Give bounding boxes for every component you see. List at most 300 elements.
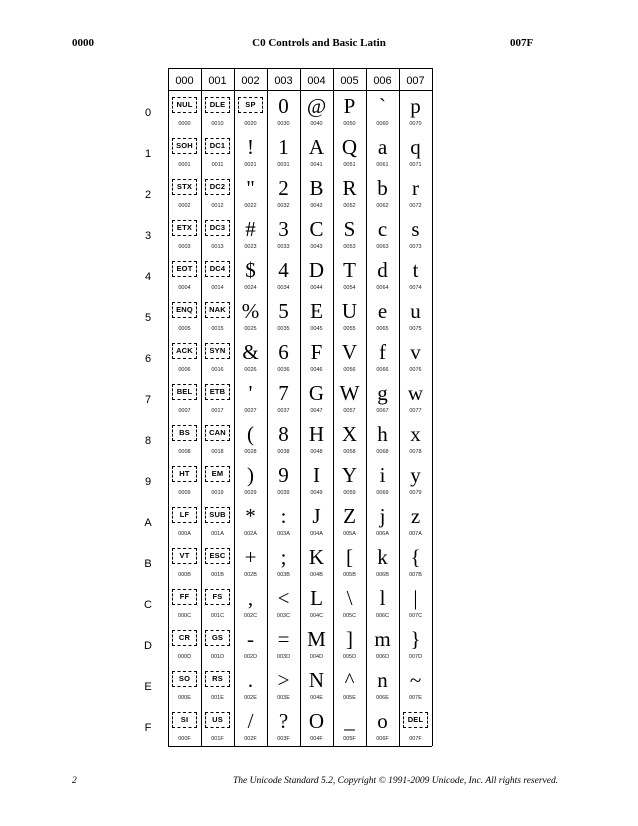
- code-point: 0018: [211, 449, 224, 455]
- page-title: C0 Controls and Basic Latin: [252, 37, 386, 49]
- code-point: 0067: [376, 408, 389, 414]
- code-point: 0017: [211, 408, 224, 414]
- character-glyph: _: [344, 709, 355, 733]
- character-glyph: n: [377, 668, 388, 692]
- chart-cell: [333, 582, 366, 623]
- character-glyph: m: [374, 627, 391, 651]
- code-point: 0061: [376, 162, 389, 168]
- chart-cell: [366, 418, 399, 459]
- column-header: 003: [274, 75, 293, 87]
- chart-cell: [399, 377, 432, 418]
- character-glyph: q: [410, 135, 421, 159]
- chart-cell: [267, 336, 300, 377]
- character-glyph: +: [244, 545, 257, 569]
- code-point: 0053: [343, 244, 356, 250]
- chart-cell: [201, 541, 234, 582]
- row-header: 5: [144, 312, 152, 324]
- code-point: 0055: [343, 326, 356, 332]
- chart-cell: [366, 377, 399, 418]
- chart-cell: [399, 705, 432, 746]
- code-point: 0041: [310, 162, 323, 168]
- code-point: 0035: [277, 326, 290, 332]
- chart-cell: [366, 90, 399, 131]
- control-abbreviation: FF: [172, 589, 197, 605]
- chart-cell: [399, 131, 432, 172]
- code-point: 0030: [277, 121, 290, 127]
- chart-cell: [366, 459, 399, 500]
- chart-cell: [333, 418, 366, 459]
- row-header: 9: [144, 476, 152, 488]
- code-point: 007F: [409, 736, 422, 742]
- code-point: 0068: [376, 449, 389, 455]
- character-glyph: /: [247, 709, 254, 733]
- code-point: 0016: [211, 367, 224, 373]
- chart-cell: [333, 664, 366, 705]
- control-abbreviation: EM: [205, 466, 230, 482]
- code-point: 005D: [342, 654, 357, 660]
- page-number: 2: [72, 776, 77, 786]
- chart-cell: [366, 254, 399, 295]
- code-point: 0072: [409, 203, 422, 209]
- code-point: 0038: [277, 449, 290, 455]
- code-point: 007C: [408, 613, 423, 619]
- code-point: 006B: [376, 572, 389, 578]
- chart-cell: [234, 90, 267, 131]
- character-glyph: <: [277, 586, 290, 610]
- code-point: 0034: [277, 285, 290, 291]
- code-point: 0063: [376, 244, 389, 250]
- code-point: 007B: [409, 572, 422, 578]
- code-point: 001C: [210, 613, 225, 619]
- character-glyph: `: [379, 94, 386, 118]
- control-abbreviation: EOT: [172, 261, 197, 277]
- code-point: 006D: [375, 654, 390, 660]
- code-point: 0049: [310, 490, 323, 496]
- code-point: 0005: [178, 326, 191, 332]
- character-glyph: @: [306, 94, 327, 118]
- column-header: 006: [373, 75, 392, 87]
- character-glyph: ): [247, 463, 254, 487]
- chart-cell: [201, 418, 234, 459]
- code-point: 001E: [211, 695, 224, 701]
- character-glyph: &: [242, 340, 259, 364]
- code-point: 0069: [376, 490, 389, 496]
- character-glyph: ": [246, 176, 255, 200]
- chart-cell: [168, 90, 201, 131]
- code-point: 002B: [244, 572, 257, 578]
- code-point: 0037: [277, 408, 290, 414]
- control-abbreviation: FS: [205, 589, 230, 605]
- chart-cell: [234, 213, 267, 254]
- code-point: 0045: [310, 326, 323, 332]
- chart-cell: [168, 295, 201, 336]
- character-glyph: 5: [278, 299, 289, 323]
- chart-cell: [366, 295, 399, 336]
- chart-cell: [333, 500, 366, 541]
- chart-cell: [168, 336, 201, 377]
- character-glyph: Y: [341, 463, 358, 487]
- character-glyph: 3: [278, 217, 289, 241]
- chart-cell: [234, 541, 267, 582]
- control-abbreviation: ACK: [172, 343, 197, 359]
- chart-cell: [300, 664, 333, 705]
- character-glyph: M: [307, 627, 326, 651]
- header-range-end: 007F: [510, 37, 534, 49]
- code-point: 0021: [244, 162, 257, 168]
- code-point: 001A: [211, 531, 224, 537]
- code-point: 0004: [178, 285, 191, 291]
- control-abbreviation: CAN: [205, 425, 230, 441]
- chart-cell: [399, 623, 432, 664]
- code-point: 0078: [409, 449, 422, 455]
- chart-cell: [234, 336, 267, 377]
- character-glyph: [: [346, 545, 353, 569]
- code-point: 0051: [343, 162, 356, 168]
- code-point: 006E: [376, 695, 389, 701]
- chart-cell: [333, 541, 366, 582]
- character-glyph: S: [343, 217, 356, 241]
- code-point: 0046: [310, 367, 323, 373]
- code-point: 007D: [408, 654, 423, 660]
- row-header: B: [144, 558, 152, 570]
- code-point: 0056: [343, 367, 356, 373]
- code-point: 000D: [177, 654, 192, 660]
- control-abbreviation: DC1: [205, 138, 230, 154]
- code-point: 001F: [211, 736, 224, 742]
- column-header: 001: [208, 75, 227, 87]
- row-header: 7: [144, 394, 152, 406]
- character-glyph: v: [410, 340, 421, 364]
- character-glyph: Q: [341, 135, 358, 159]
- character-glyph: {: [410, 545, 421, 569]
- chart-cell: [234, 418, 267, 459]
- character-glyph: X: [341, 422, 358, 446]
- character-glyph: *: [245, 504, 256, 528]
- character-glyph: =: [277, 627, 290, 651]
- character-glyph: T: [343, 258, 356, 282]
- chart-cell: [234, 459, 267, 500]
- code-point: 002D: [243, 654, 258, 660]
- code-point: 002E: [244, 695, 257, 701]
- character-glyph: f: [379, 340, 386, 364]
- chart-cell: [300, 336, 333, 377]
- code-point: 007A: [409, 531, 422, 537]
- code-point: 0001: [178, 162, 191, 168]
- control-abbreviation: CR: [172, 630, 197, 646]
- chart-cell: [267, 90, 300, 131]
- code-point: 0033: [277, 244, 290, 250]
- chart-cell: [201, 377, 234, 418]
- code-point: 005E: [343, 695, 356, 701]
- chart-cell: [366, 664, 399, 705]
- character-glyph: 9: [278, 463, 289, 487]
- character-glyph: }: [410, 627, 421, 651]
- code-point: 0066: [376, 367, 389, 373]
- character-glyph: g: [377, 381, 388, 405]
- chart-cell: [300, 459, 333, 500]
- code-point: 0031: [277, 162, 290, 168]
- chart-cell: [267, 254, 300, 295]
- chart-cell: [201, 500, 234, 541]
- control-abbreviation: NAK: [205, 302, 230, 318]
- control-abbreviation: DLE: [205, 97, 230, 113]
- chart-cell: [366, 172, 399, 213]
- chart-cell: [234, 254, 267, 295]
- row-header: 2: [144, 189, 152, 201]
- character-glyph: U: [341, 299, 358, 323]
- column-header: 004: [307, 75, 326, 87]
- chart-cell: [366, 336, 399, 377]
- code-point: 004C: [309, 613, 324, 619]
- character-glyph: t: [412, 258, 419, 282]
- code-point: 004D: [309, 654, 324, 660]
- character-glyph: w: [407, 381, 424, 405]
- character-glyph: ,: [247, 586, 254, 610]
- code-point: 0079: [409, 490, 422, 496]
- chart-cell: [168, 172, 201, 213]
- code-point: 0012: [211, 203, 224, 209]
- code-point: 0050: [343, 121, 356, 127]
- chart-cell: [168, 664, 201, 705]
- code-point: 003A: [277, 531, 290, 537]
- code-point: 0073: [409, 244, 422, 250]
- chart-cell: [267, 418, 300, 459]
- character-glyph: 7: [278, 381, 289, 405]
- code-point: 0062: [376, 203, 389, 209]
- code-point: 004B: [310, 572, 323, 578]
- control-abbreviation: SO: [172, 671, 197, 687]
- code-point: 000A: [178, 531, 191, 537]
- chart-cell: [366, 623, 399, 664]
- code-point: 001B: [211, 572, 224, 578]
- control-abbreviation: ENQ: [172, 302, 197, 318]
- character-glyph: 6: [278, 340, 289, 364]
- character-glyph: L: [310, 586, 323, 610]
- control-abbreviation: SYN: [205, 343, 230, 359]
- code-point: 0039: [277, 490, 290, 496]
- character-glyph: #: [245, 217, 256, 241]
- code-point: 0029: [244, 490, 257, 496]
- chart-cell: [366, 582, 399, 623]
- control-abbreviation: STX: [172, 179, 197, 195]
- chart-cell: [300, 418, 333, 459]
- character-glyph: b: [377, 176, 388, 200]
- chart-cell: [399, 582, 432, 623]
- chart-cell: [201, 90, 234, 131]
- chart-cell: [366, 213, 399, 254]
- chart-cell: [333, 213, 366, 254]
- control-abbreviation: DEL: [403, 712, 428, 728]
- chart-cell: [333, 90, 366, 131]
- chart-cell: [201, 459, 234, 500]
- character-glyph: $: [245, 258, 256, 282]
- row-header: 0: [144, 107, 152, 119]
- chart-cell: [366, 705, 399, 746]
- chart-cell: [333, 172, 366, 213]
- character-glyph: E: [310, 299, 323, 323]
- character-glyph: V: [341, 340, 358, 364]
- row-header: F: [144, 722, 152, 734]
- chart-cell: [267, 541, 300, 582]
- chart-cell: [168, 541, 201, 582]
- code-point: 000B: [178, 572, 191, 578]
- code-point: 0058: [343, 449, 356, 455]
- chart-cell: [267, 459, 300, 500]
- chart-cell: [267, 131, 300, 172]
- character-glyph: h: [377, 422, 388, 446]
- control-abbreviation: NUL: [172, 97, 197, 113]
- character-glyph: R: [342, 176, 357, 200]
- row-header: E: [144, 681, 152, 693]
- chart-cell: [300, 705, 333, 746]
- character-glyph: >: [277, 668, 290, 692]
- chart-cell: [168, 582, 201, 623]
- chart-cell: [201, 664, 234, 705]
- chart-cell: [366, 541, 399, 582]
- code-point: 0074: [409, 285, 422, 291]
- character-glyph: s: [411, 217, 420, 241]
- control-abbreviation: ESC: [205, 548, 230, 564]
- code-point: 000C: [177, 613, 192, 619]
- code-point: 0043: [310, 244, 323, 250]
- code-point: 0027: [244, 408, 257, 414]
- character-glyph: a: [377, 135, 388, 159]
- chart-cell: [267, 664, 300, 705]
- chart-cell: [399, 664, 432, 705]
- character-glyph: r: [412, 176, 419, 200]
- code-point: 0000: [178, 121, 191, 127]
- character-glyph: z: [410, 504, 421, 528]
- chart-cell: [267, 295, 300, 336]
- code-point: 0010: [211, 121, 224, 127]
- character-glyph: 4: [278, 258, 289, 282]
- character-glyph: B: [309, 176, 324, 200]
- control-abbreviation: VT: [172, 548, 197, 564]
- chart-cell: [333, 131, 366, 172]
- chart-cell: [267, 582, 300, 623]
- chart-cell: [300, 131, 333, 172]
- row-header: D: [144, 640, 152, 652]
- code-point: 0002: [178, 203, 191, 209]
- character-glyph: o: [377, 709, 388, 733]
- character-glyph: C: [309, 217, 324, 241]
- chart-cell: [234, 131, 267, 172]
- column-header: 002: [241, 75, 260, 87]
- chart-cell: [168, 377, 201, 418]
- code-point: 0070: [409, 121, 422, 127]
- chart-cell: [300, 541, 333, 582]
- chart-cell: [201, 131, 234, 172]
- row-header: 1: [144, 148, 152, 160]
- code-point: 002F: [244, 736, 257, 742]
- chart-cell: [168, 623, 201, 664]
- control-abbreviation: SP: [238, 97, 263, 113]
- character-glyph: |: [413, 586, 418, 610]
- character-glyph: l: [379, 586, 386, 610]
- chart-cell: [201, 623, 234, 664]
- character-glyph: O: [308, 709, 325, 733]
- chart-cell: [234, 664, 267, 705]
- chart-cell: [300, 500, 333, 541]
- chart-cell: [399, 90, 432, 131]
- character-glyph: d: [377, 258, 388, 282]
- row-header: 6: [144, 353, 152, 365]
- control-abbreviation: ETX: [172, 220, 197, 236]
- code-point: 0071: [409, 162, 422, 168]
- chart-cell: [300, 582, 333, 623]
- chart-cell: [234, 623, 267, 664]
- control-abbreviation: ETB: [205, 384, 230, 400]
- code-point: 003C: [276, 613, 291, 619]
- code-point: 0015: [211, 326, 224, 332]
- code-point: 0076: [409, 367, 422, 373]
- character-glyph: ]: [346, 627, 353, 651]
- control-abbreviation: GS: [205, 630, 230, 646]
- chart-cell: [168, 131, 201, 172]
- control-abbreviation: US: [205, 712, 230, 728]
- row-header: 4: [144, 271, 152, 283]
- code-point: 0065: [376, 326, 389, 332]
- code-point: 0026: [244, 367, 257, 373]
- code-point: 001D: [210, 654, 225, 660]
- chart-cell: [168, 500, 201, 541]
- code-point: 0014: [211, 285, 224, 291]
- chart-cell: [399, 459, 432, 500]
- character-glyph: c: [377, 217, 388, 241]
- code-point: 002A: [244, 531, 257, 537]
- code-point: 005C: [342, 613, 357, 619]
- chart-cell: [366, 500, 399, 541]
- chart-cell: [300, 254, 333, 295]
- control-abbreviation: DC4: [205, 261, 230, 277]
- chart-cell: [201, 254, 234, 295]
- character-glyph: 0: [278, 94, 289, 118]
- code-point: 000E: [178, 695, 191, 701]
- character-glyph: Z: [343, 504, 356, 528]
- chart-cell: [399, 336, 432, 377]
- character-glyph: I: [313, 463, 320, 487]
- code-point: 003D: [276, 654, 291, 660]
- code-point: 0036: [277, 367, 290, 373]
- chart-cell: [168, 213, 201, 254]
- code-point: 0077: [409, 408, 422, 414]
- code-point: 002C: [243, 613, 258, 619]
- character-glyph: u: [410, 299, 421, 323]
- chart-cell: [168, 705, 201, 746]
- control-abbreviation: RS: [205, 671, 230, 687]
- chart-cell: [234, 295, 267, 336]
- chart-cell: [333, 623, 366, 664]
- character-glyph: P: [343, 94, 356, 118]
- character-glyph: K: [308, 545, 325, 569]
- character-glyph: .: [247, 668, 254, 692]
- chart-cell: [300, 623, 333, 664]
- control-abbreviation: LF: [172, 507, 197, 523]
- chart-cell: [399, 541, 432, 582]
- character-glyph: \: [346, 586, 353, 610]
- code-point: 006C: [375, 613, 390, 619]
- chart-cell: [300, 172, 333, 213]
- character-glyph: 2: [278, 176, 289, 200]
- code-point: 0020: [244, 121, 257, 127]
- code-point: 0006: [178, 367, 191, 373]
- chart-cell: [201, 582, 234, 623]
- control-abbreviation: DC2: [205, 179, 230, 195]
- chart-cell: [234, 377, 267, 418]
- control-abbreviation: SOH: [172, 138, 197, 154]
- character-glyph: A: [308, 135, 325, 159]
- code-point: 006F: [376, 736, 389, 742]
